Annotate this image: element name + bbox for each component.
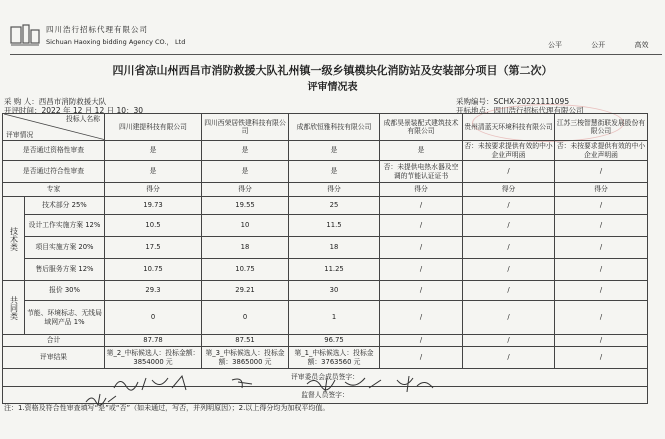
cell: 1 [289, 301, 380, 335]
qualification-row [3, 141, 648, 161]
cell: / [555, 301, 648, 335]
bidder-name: 四川建提科技有限公司 [105, 114, 202, 141]
cell: 10.75 [105, 259, 202, 281]
cell: 25 [289, 197, 380, 215]
document-title: 四川省凉山州西昌市消防救援大队礼州镇一级乡镇模块化消防站及安装部分项目（第二次） [112, 64, 553, 77]
bidder-name: 成都欣恒雅科技有限公司 [289, 114, 380, 141]
cell: 得分 [202, 183, 289, 197]
cell: 19.55 [202, 197, 289, 215]
cell: 是 [289, 141, 380, 161]
company-logo-icon [10, 24, 40, 46]
cell: / [463, 347, 555, 369]
footnote: 注：1.资格及符合性审查填写“是”或“否”（如未通过，写否，并列明原因）；2.以上得分均为加权平均值。 [4, 404, 330, 412]
cell: / [380, 215, 463, 237]
cell: / [380, 335, 463, 347]
cell: / [463, 281, 555, 301]
open-time-label: 开评时间： [4, 106, 42, 115]
cell: / [555, 197, 648, 215]
cell: / [555, 259, 648, 281]
cell: 10.75 [202, 259, 289, 281]
cell: 30 [289, 281, 380, 301]
common-row [3, 281, 648, 301]
handwritten-signature [395, 374, 435, 394]
evaluation-table [2, 113, 648, 404]
cell: / [463, 215, 555, 237]
cell: 17.5 [105, 237, 202, 259]
cell: / [463, 237, 555, 259]
row-label: 合计 [3, 335, 105, 347]
cell: 第_2_中标候选人：投标金额：3854000 元 [105, 347, 202, 369]
cell: / [380, 301, 463, 335]
cell: / [555, 335, 648, 347]
tech-row [3, 215, 648, 237]
tech-row [3, 259, 648, 281]
bidder-name: 成都昊景装配式建筑技术有限公司 [380, 114, 463, 141]
header-divider [10, 54, 662, 55]
value-efficient: 高效 [634, 41, 649, 49]
buyer-label: 采 购 人： [4, 97, 39, 106]
cell: 是 [105, 141, 202, 161]
cell: 19.73 [105, 197, 202, 215]
row-label: 项目实施方案 20% [25, 237, 105, 259]
cell: 11.25 [289, 259, 380, 281]
supervisor-label: 监督人员签字： [3, 387, 648, 404]
cell: 10 [202, 215, 289, 237]
row-label: 报价 30% [25, 281, 105, 301]
cell: 得分 [463, 183, 555, 197]
cell: 是 [202, 141, 289, 161]
cell: / [463, 335, 555, 347]
cell: / [555, 215, 648, 237]
handwritten-signature [112, 374, 302, 394]
expert-row [3, 183, 648, 197]
agency-label: 开标地点： [456, 106, 494, 115]
cell: 是 [202, 161, 289, 183]
cell: 0 [105, 301, 202, 335]
row-label: 节能、环境标志、无线局域网产品 1% [25, 301, 105, 335]
cell: 否：未提供电热水器及空调的节能认证证书 [380, 161, 463, 183]
cell: 96.75 [289, 335, 380, 347]
cell: 0 [202, 301, 289, 335]
buyer-value: 西昌市消防救援大队 [38, 97, 107, 106]
row-label: 设计工作实施方案 12% [25, 215, 105, 237]
row-label: 售后服务方案 12% [25, 259, 105, 281]
cell: 87.78 [105, 335, 202, 347]
value-open: 公开 [591, 41, 606, 49]
bidder-name: 江苏三梭智慧街联发展股份有限公司 [555, 114, 648, 141]
cell: 是 [380, 141, 463, 161]
row-label: 技术部分 25% [25, 197, 105, 215]
committee-label: 评审委员会成员签字： [3, 369, 648, 387]
cell: 18 [289, 237, 380, 259]
cell: / [380, 347, 463, 369]
cell: 29.21 [202, 281, 289, 301]
agency-value: 四川浩行招标代理有限公司 [493, 106, 584, 115]
cell: 29.3 [105, 281, 202, 301]
cell: 否：未按要求提供有效的中小企业声明函 [555, 141, 648, 161]
company-name-cn: 四川浩行招标代理有限公司 [46, 25, 148, 34]
corner-cell [3, 114, 105, 141]
cell: 11.5 [289, 215, 380, 237]
cell: 得分 [555, 183, 648, 197]
cell: 87.51 [202, 335, 289, 347]
tech-row [3, 197, 648, 215]
cell: / [555, 237, 648, 259]
row-label: 专家 [3, 183, 105, 197]
cell: 得分 [105, 183, 202, 197]
total-row [3, 335, 648, 347]
cell: 是 [105, 161, 202, 183]
cell: 是 [289, 161, 380, 183]
cell: / [555, 281, 648, 301]
cell: 得分 [289, 183, 380, 197]
cell: / [463, 301, 555, 335]
bidder-name: 四川西荣居铁建科技有限公司 [202, 114, 289, 141]
bidder-header-row [3, 114, 648, 141]
open-time-value: 2022 年 12 月 12 日 10：30 [41, 106, 144, 115]
document-subtitle: 评审情况表 [307, 82, 358, 93]
cell: / [380, 197, 463, 215]
category-tech: 技术类 [3, 197, 25, 281]
corner-bottom-label: 评审情况 [6, 130, 34, 139]
cell: / [555, 161, 648, 183]
category-common: 共同类 [3, 281, 25, 335]
row-label: 是否通过资格性审查 [3, 141, 105, 161]
row-label: 评审结果 [3, 347, 105, 369]
common-row [3, 301, 648, 335]
handwritten-signature [305, 374, 385, 394]
corner-top-label: 投标人名称 [66, 115, 100, 123]
compliance-row [3, 161, 648, 183]
cell: / [463, 197, 555, 215]
cell: 10.5 [105, 215, 202, 237]
cell: / [463, 259, 555, 281]
tech-row [3, 237, 648, 259]
proc-no-value: SCHX-20221111095 [493, 97, 570, 106]
company-name-en: Sichuan Haoxing bidding Agency CO.， Ltd [46, 38, 186, 46]
cell: / [380, 259, 463, 281]
cell: 18 [202, 237, 289, 259]
bidder-name: 贵州清蓝天环境科技有限公司 [463, 114, 555, 141]
company-values [548, 40, 661, 50]
cell: / [380, 281, 463, 301]
row-label: 是否通过符合性审查 [3, 161, 105, 183]
cell: 第_1_中标候选人：投标金额：3763560 元 [289, 347, 380, 369]
proc-no-label: 采购编号： [456, 97, 494, 106]
cell: / [463, 161, 555, 183]
value-fair: 公平 [548, 41, 562, 49]
cell: 得分 [380, 183, 463, 197]
cell: / [555, 347, 648, 369]
cell: 否：未按要求提供有效的中小企业声明函 [464, 142, 553, 159]
result-row [3, 347, 648, 369]
cell: 第_3_中标候选人：投标金额：3865000 元 [202, 347, 289, 369]
cell: / [380, 237, 463, 259]
